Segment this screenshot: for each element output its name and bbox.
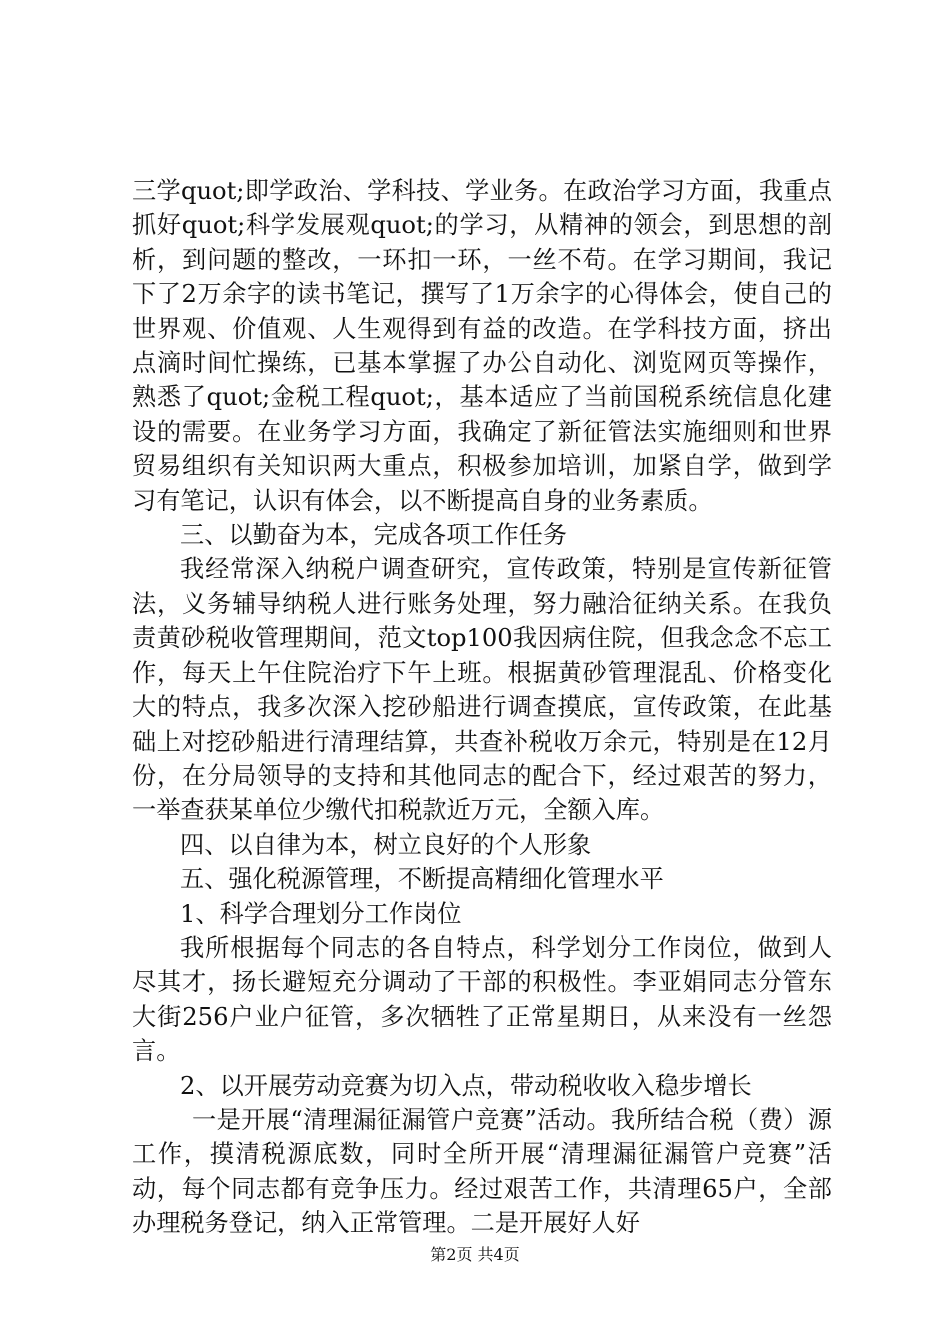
heading-subsection-1: 1、科学合理划分工作岗位: [180, 899, 462, 928]
heading-section-4: 四、以自律为本，树立良好的个人形象: [180, 830, 592, 859]
paragraph-work: 我经常深入纳税户调查研究，宣传政策，特别是宣传新征管法，义务辅导纳税人进行账务处理，努力融洽征纳关系。在我负责黄砂税收管理期间，范文top100我因病住院，但我念念不忘工作，每天上午住院治疗下午上班。根据黄砂管理混乱、价格变化大的特点，我多次深入挖砂船进行调查摸底，宣传政策，在此基础上对挖砂船进行清理结算，共查补税收万余元，特别是在12月份，在分局领导的支持和其他同志的配合下，经过艰苦的努力，一举查获某单位少缴代扣税款近万元，全额入库。: [132, 555, 832, 825]
heading-section-5: 五、强化税源管理，不断提高精细化管理水平: [180, 865, 664, 894]
document-body: [132, 174, 832, 1241]
paragraph-competition: 一是开展“清理漏征漏管户竞赛”活动。我所结合税（费）源工作，摸清税源底数，同时全所开展“清理漏征漏管户竞赛”活动，每个同志都有竞争压力。经过艰苦工作，共清理65户，全部办理税务登记，纳入正常管理。二是开展好人好: [132, 1105, 832, 1238]
page-number-footer: 第2页 共4页: [430, 1245, 520, 1264]
paragraph-posts: 我所根据每个同志的各自特点，科学划分工作岗位，做到人尽其才，扬长避短充分调动了干部的积极性。李亚娟同志分管东大街256户业户征管，多次牺牲了正常星期日，从来没有一丝怨言。: [132, 933, 832, 1066]
paragraph-study: 三学quot;即学政治、学科技、学业务。在政治学习方面，我重点抓好quot;科学发展观quot;的学习，从精神的领会，到思想的剖析，到问题的整改，一环扣一环，一丝不苟。在学习期间，我记下了2万余字的读书笔记，撰写了1万余字的心得体会，使自己的世界观、价值观、人生观得到有益的改造。在学科技方面，挤出点滴时间忙操练，已基本掌握了办公自动化、浏览网页等操作，熟悉了quot;金税工程quot;，基本适应了当前国税系统信息化建设的需要。在业务学习方面，我确定了新征管法实施细则和世界贸易组织有关知识两大重点，积极参加培训，加紧自学，做到学习有笔记，认识有体会，以不断提高自身的业务素质。: [132, 177, 832, 515]
heading-subsection-2: 2、以开展劳动竞赛为切入点，带动税收收入稳步增长: [180, 1071, 752, 1100]
heading-section-3: 三、以勤奋为本，完成各项工作任务: [180, 521, 568, 550]
